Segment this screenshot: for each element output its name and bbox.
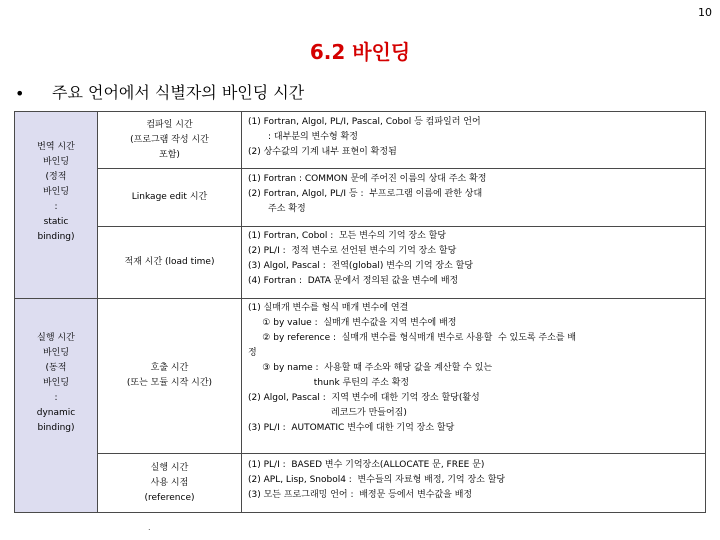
grid-line (15, 298, 705, 299)
desc-cell-load: (1) Fortran, Cobol : 모든 변수의 기억 장소 할당 (2) PL/I : 정적 변수로 선언된 변수의 기억 장소 할당 (3) Algol, Pascal : 전역(global) 변수의 기억 장소 할당 (4) Fortran : DATA 문에서 정의된 값을 변수에 배정 (242, 229, 704, 298)
desc-cell-execution: (1) PL/I : BASED 변수 기억장소(ALLOCATE 문, FREE 문) (2) APL, Lisp, Snobol4 : 변수들의 자료형 배정, 기억 장소 할당 (3) 모든 프로그래밍 언어 : 배정문 등에서 변수값을 배정 (242, 458, 704, 512)
grid-line (98, 168, 705, 169)
desc-cell-call: (1) 실매개 변수를 형식 매개 변수에 연결 ① by value : 실매개 변수값을 지역 변수에 배정 ② by reference : 실매개 변수를 형식매개 변수로 사용할 수 있도록 주소를 배 정 ③ by name : 사용할 때 주소와 해당 값을 계산할 수 있는 thunk 루틴의 주소 확정 (2) Algol, Pascal : 지역 변수에 대한 기억 장소 할당(활성 레코드가 만들어짐) (3) PL/I : AUTOMATIC 변수에 대한 기억 장소 할당 (242, 301, 704, 453)
dynamic-binding-cell: 실행 시간 바인딩 (동적 바인딩 : dynamic binding) (15, 299, 97, 512)
time-cell-call: 호출 시간 (또는 모듈 시작 시간) (98, 299, 241, 453)
time-cell-load: 적재 시간 (load time) (98, 227, 241, 298)
slide-title: 6.2 바인딩 (309, 40, 411, 64)
time-cell-execution: 실행 시간 사용 시점 (reference) (98, 454, 241, 512)
bullet-text: 주요 언어에서 식별자의 바인딩 시간 (52, 83, 305, 102)
desc-cell-linkage: (1) Fortran : COMMON 문에 주어진 이름의 상대 주소 확정 (2) Fortran, Algol, PL/I 등 : 부프로그램 이름에 관한 상대 주소 확정 (242, 172, 704, 226)
grid-line (98, 226, 705, 227)
time-cell-linkage: Linkage edit 시간 (98, 169, 241, 226)
time-cell-compile: 컴파일 시간 (프로그램 작성 시간 포함) (98, 112, 241, 168)
grid-line (241, 112, 242, 512)
grid-line (98, 453, 705, 454)
footnote-mark: . (148, 523, 151, 532)
page-number: 10 (698, 6, 712, 19)
desc-cell-compile: (1) Fortran, Algol, PL/I, Pascal, Cobol 등 컴파일러 언어 : 대부분의 변수형 확정 (2) 상수값의 기계 내부 표현이 확정됨 (242, 115, 704, 168)
bullet-icon: • (15, 84, 25, 103)
binding-time-table (14, 111, 706, 513)
grid-line (97, 112, 98, 512)
static-binding-cell: 번역 시간 바인딩 (정적 바인딩 : static binding) (15, 112, 97, 298)
